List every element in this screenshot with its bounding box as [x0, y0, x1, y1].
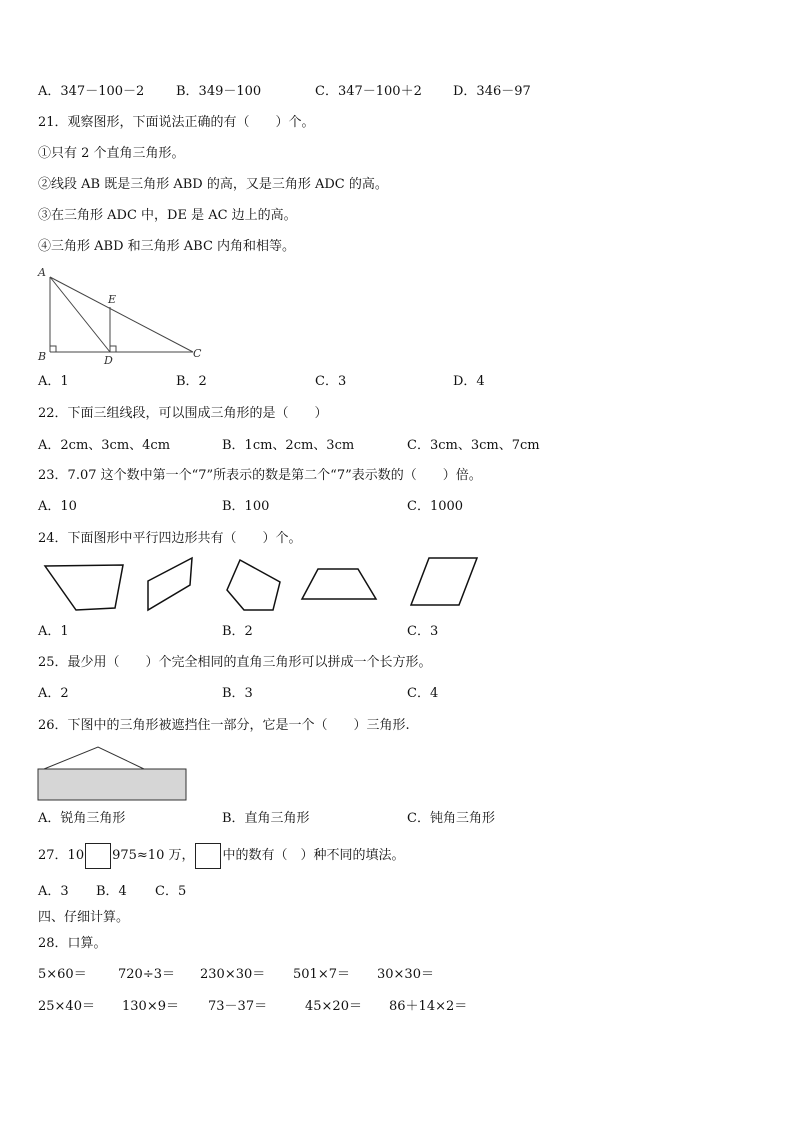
- q27-option-c: C．5: [155, 884, 187, 899]
- q21-option-c: C．3: [315, 374, 347, 389]
- q27-option-b: B．4: [96, 884, 127, 899]
- q23-option-c: C．1000: [407, 499, 464, 514]
- q20-option-b: B．349－100: [176, 84, 262, 99]
- q25-stem: 25．最少用（ ）个完全相同的直角三角形可以拼成一个长方形。: [38, 655, 432, 670]
- q25-option-c: C．4: [407, 686, 439, 701]
- q21-statement-3: ③在三角形 ADC 中，DE 是 AC 边上的高。: [38, 208, 297, 223]
- q26-option-c: C．钝角三角形: [407, 811, 495, 826]
- q27-part2: 975≈10 万，: [112, 848, 195, 863]
- q22-option-c: C．3cm、3cm、7cm: [407, 438, 540, 453]
- q23-stem: 23．7.07 这个数中第一个“7”所表示的数是第二个“7”表示数的（ ）倍。: [38, 468, 482, 483]
- label-b: B: [38, 350, 47, 363]
- blank-box-2: [195, 843, 221, 869]
- q22-stem: 22．下面三组线段，可以围成三角形的是（ ）: [38, 406, 328, 421]
- calc-r2-3: 73－37＝: [208, 999, 268, 1014]
- q20-option-d: D．346－97: [453, 84, 531, 99]
- calc-r1-4: 501×7＝: [293, 967, 350, 982]
- section-4-title: 四、仔细计算。: [38, 910, 130, 925]
- q21-option-b: B．2: [176, 374, 207, 389]
- q21-statement-2: ②线段 AB 既是三角形 ABD 的高，又是三角形 ADC 的高。: [38, 177, 388, 192]
- label-e: E: [108, 293, 117, 306]
- calc-r2-2: 130×9＝: [122, 999, 179, 1014]
- q27-stem: [38, 842, 405, 870]
- q25-option-a: A．2: [38, 686, 69, 701]
- q23-option-a: A．10: [38, 499, 77, 514]
- q22-option-a: A．2cm、3cm、4cm: [38, 438, 171, 453]
- calc-r1-5: 30×30＝: [377, 967, 434, 982]
- calc-r1-1: 5×60＝: [38, 967, 87, 982]
- q24-stem: 24．下面图形中平行四边形共有（ ）个。: [38, 531, 302, 546]
- calc-r2-1: 25×40＝: [38, 999, 95, 1014]
- label-d: D: [104, 354, 113, 367]
- q27-part1: 27．10: [38, 848, 85, 863]
- label-a: A: [38, 266, 46, 279]
- calc-r1-3: 230×30＝: [200, 967, 266, 982]
- q21-statement-1: ①只有 2 个直角三角形。: [38, 146, 185, 161]
- q22-option-b: B．1cm、2cm、3cm: [222, 438, 355, 453]
- q21-option-a: A．1: [38, 374, 69, 389]
- calc-r2-4: 45×20＝: [305, 999, 362, 1014]
- q21-option-d: D．4: [453, 374, 485, 389]
- q28-title: 28．口算。: [38, 936, 107, 951]
- q20-option-a: A．347－100－2: [38, 84, 145, 99]
- q27-part3: 中的数有（ ）种不同的填法。: [222, 848, 405, 863]
- q27-option-a: A．3: [38, 884, 69, 899]
- q26-option-b: B．直角三角形: [222, 811, 310, 826]
- calc-r1-2: 720÷3＝: [118, 967, 175, 982]
- calc-r2-5: 86＋14×2＝: [389, 999, 468, 1014]
- q24-option-b: B．2: [222, 624, 253, 639]
- q21-stem: 21．观察图形，下面说法正确的有（ ）个。: [38, 115, 315, 130]
- q20-option-c: C．347－100＋2: [315, 84, 422, 99]
- q26-stem: 26．下图中的三角形被遮挡住一部分，它是一个（ ）三角形.: [38, 718, 410, 733]
- q24-option-c: C．3: [407, 624, 439, 639]
- q23-option-b: B．100: [222, 499, 270, 514]
- q24-option-a: A．1: [38, 624, 69, 639]
- q21-statement-4: ④三角形 ABD 和三角形 ABC 内角和相等。: [38, 239, 296, 254]
- q25-option-b: B．3: [222, 686, 253, 701]
- label-c: C: [193, 347, 202, 360]
- blank-box-1[interactable]: [85, 843, 111, 869]
- q26-option-a: A．锐角三角形: [38, 811, 126, 826]
